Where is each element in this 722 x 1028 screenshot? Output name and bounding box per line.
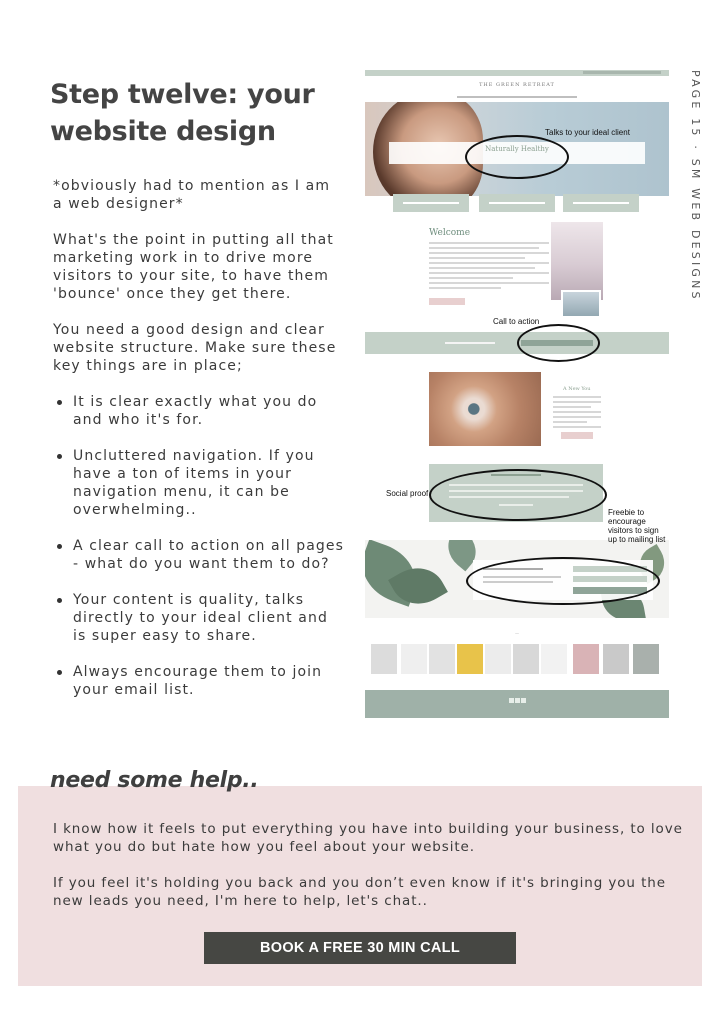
list-item: Always encourage them to join your email list. [53, 663, 345, 699]
page-number-label: PAGE 15 · SM WEB DESIGNS [689, 70, 702, 302]
mockup-top-bar [365, 70, 669, 76]
annotation-cta: Call to action [493, 317, 540, 326]
mockup-button [563, 194, 639, 212]
list-item: It is clear exactly what you do and who it's for. [53, 393, 345, 429]
mockup-button [393, 194, 469, 212]
annotation-ellipse [429, 469, 607, 521]
mockup-button [479, 194, 555, 212]
mockup-thumbnail-gallery [371, 644, 663, 674]
intro-paragraph-2: You need a good design and clear website structure. Make sure these key things are in place; [53, 322, 337, 374]
annotation-social-proof: Social proof [386, 489, 429, 498]
help-paragraph-2: If you feel it's holding you back and you don’t even know if it's bringing you the new leads you need, I'm here to help, let's chat.. [53, 875, 666, 909]
mockup-text-lines [553, 396, 601, 431]
annotation-ellipse [517, 324, 600, 362]
mockup-nav [457, 96, 577, 98]
mountain-photo [551, 222, 603, 300]
intro-aside: *obviously had to mention as I am a web designer* [53, 178, 331, 212]
book-call-button[interactable]: BOOK A FREE 30 MIN CALL [204, 932, 516, 964]
key-points-list [53, 393, 345, 699]
mockup-text-lines [429, 242, 549, 292]
intro-content [53, 177, 345, 717]
page-title: Step twelve: your website design [50, 79, 315, 147]
eye-photo [429, 372, 541, 446]
annotation-ellipse [466, 557, 660, 605]
mockup-welcome-heading: Welcome [429, 228, 471, 238]
annotation-ellipse [465, 135, 569, 179]
help-title: need some help.. [50, 768, 259, 793]
help-paragraph-1: I know how it feels to put everything you have into building your business, to love what you do but hate how you feel about your website. [53, 821, 683, 855]
intro-paragraph-1: What's the point in putting all that marketing work in to drive more visitors to your site, to have them 'bounce' once they get there. [53, 232, 334, 302]
list-item: Uncluttered navigation. If you have a ton of items in your navigation menu, it can be overwhelming.. [53, 447, 345, 519]
mockup-pink-button [561, 432, 593, 439]
annotation-ideal-client: Talks to your ideal client [545, 128, 630, 137]
annotation-freebie: Freebie to encourage visitors to sign up to mailing list [608, 508, 666, 544]
mockup-pink-button [429, 298, 465, 305]
mockup-gallery-title: — [515, 630, 519, 635]
mockup-footer [365, 690, 669, 718]
mockup-hero-title: Naturally Healthy [485, 145, 549, 153]
list-item: Your content is quality, talks directly to your ideal client and is super easy to share. [53, 591, 345, 645]
list-item: A clear call to action on all pages - what do you want them to do? [53, 537, 345, 573]
mockup-new-you-heading: A New You [563, 386, 591, 392]
mockup-logo: THE GREEN RETREAT [479, 82, 555, 88]
person-photo [561, 290, 601, 318]
